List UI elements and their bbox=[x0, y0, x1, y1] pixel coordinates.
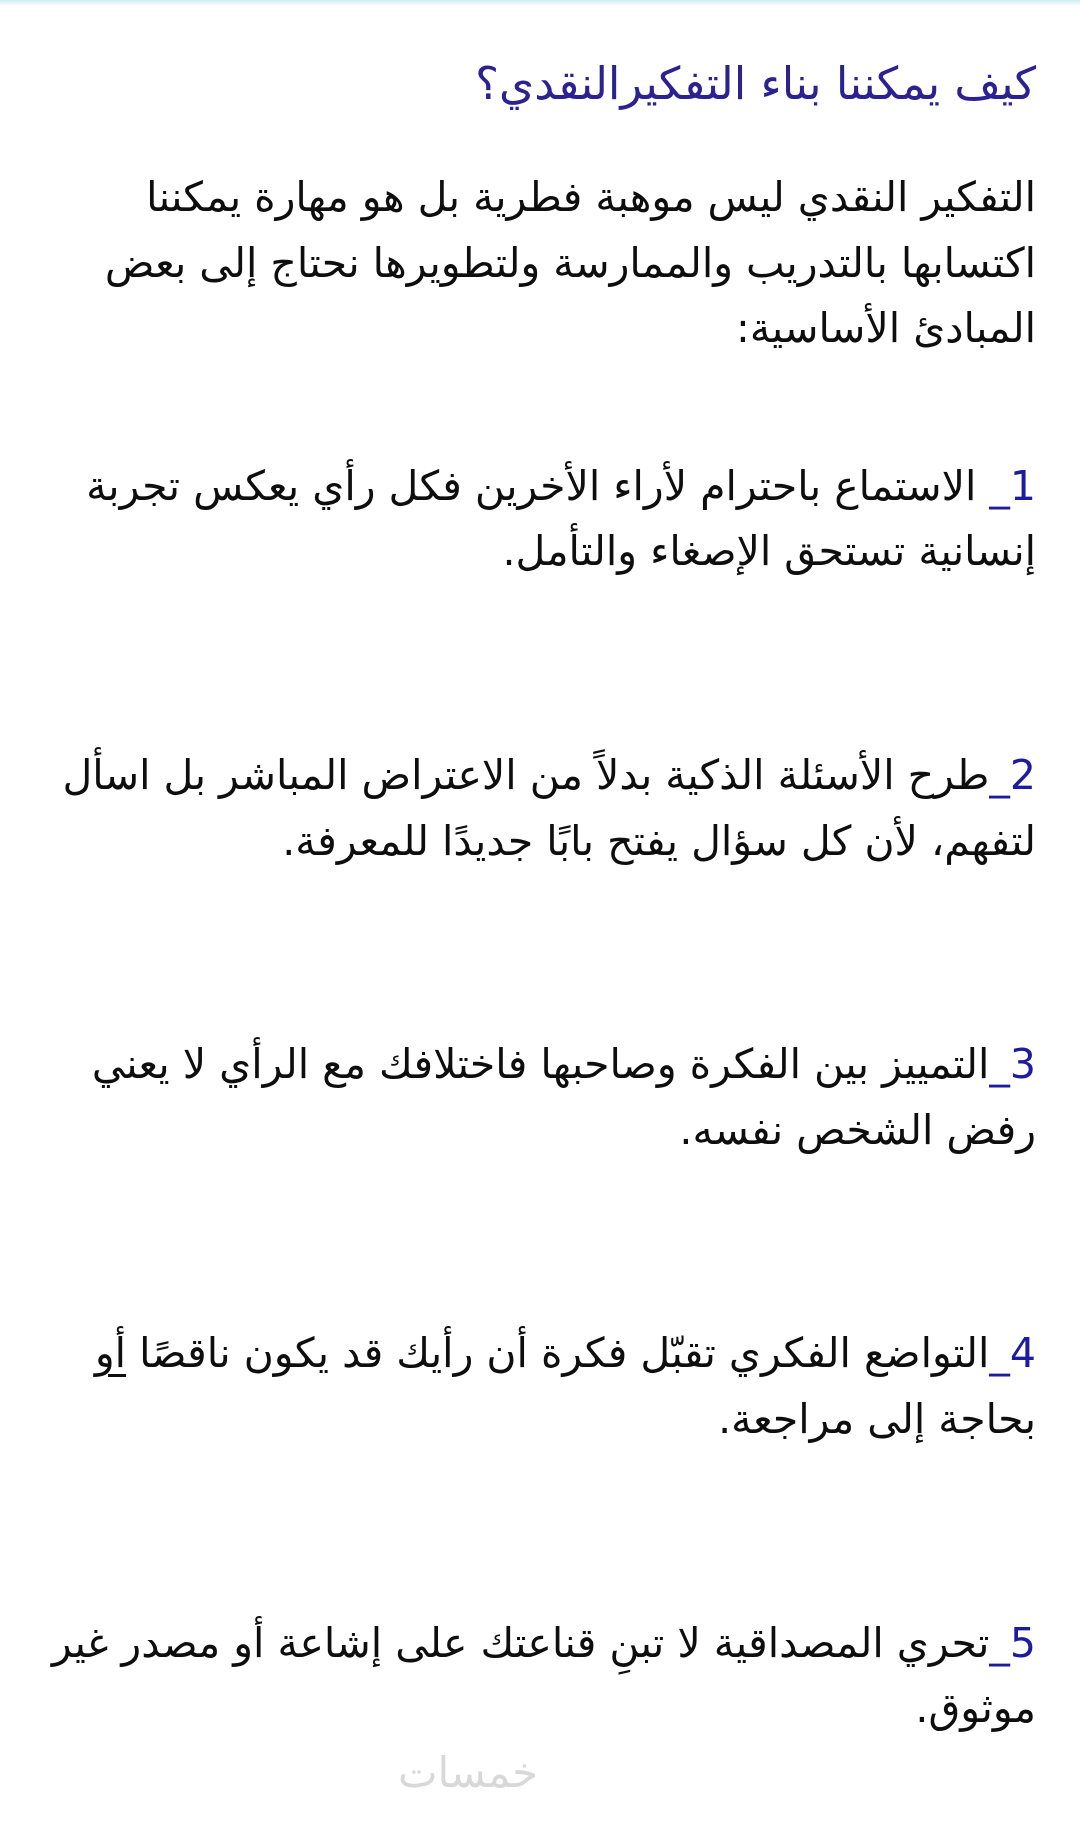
point-text-4b: بحاجة إلى مراجعة. bbox=[718, 1394, 1036, 1443]
point-item-4 bbox=[44, 1321, 1036, 1452]
point-number-2: 2_ bbox=[989, 750, 1036, 799]
point-text-4a: التواضع الفكري تقبّل فكرة أن رأيك قد يكون ناقصًا bbox=[126, 1329, 990, 1378]
point-text-2: طرح الأسئلة الذكية بدلاً من الاعتراض المباشر بل اسأل لتفهم، لأن كل سؤال يفتح بابًا جديدًا للمعرفة. bbox=[62, 750, 1036, 865]
point-number-5: 5_ bbox=[989, 1618, 1036, 1667]
khamsat-watermark: خمسات bbox=[398, 1748, 539, 1797]
point-text-4-underlined-word: أو bbox=[94, 1329, 127, 1378]
point-number-4: 4_ bbox=[989, 1329, 1036, 1378]
point-text-5: تحري المصداقية لا تبنِ قناعتك على إشاعة أو مصدر غير موثوق. bbox=[51, 1618, 1036, 1733]
point-text-3: التمييز بين الفكرة وصاحبها فاختلافك مع الرأي لا يعني رفض الشخص نفسه. bbox=[91, 1040, 1036, 1154]
intro-paragraph: التفكير النقدي ليس موهبة فطرية بل هو مهارة يمكننا اكتسابها بالتدريب والممارسة ولتطويرها نحتاج إلى بعض المبادئ الأساسية: bbox=[104, 173, 1036, 353]
point-item-2 bbox=[44, 743, 1036, 874]
point-item-5 bbox=[44, 1611, 1036, 1742]
point-number-1: 1_ bbox=[989, 461, 1036, 510]
point-item-1 bbox=[44, 454, 1036, 585]
point-text-1: الاستماع باحترام لأراء الأخرين فكل رأي يعكس تجربة إنسانية تستحق الإصغاء والتأمل. bbox=[86, 461, 1036, 576]
point-number-3: 3_ bbox=[989, 1040, 1036, 1089]
point-item-3 bbox=[44, 1032, 1036, 1163]
page-title: كيف يمكننا بناء التفكيرالنقدي؟ bbox=[475, 57, 1036, 110]
